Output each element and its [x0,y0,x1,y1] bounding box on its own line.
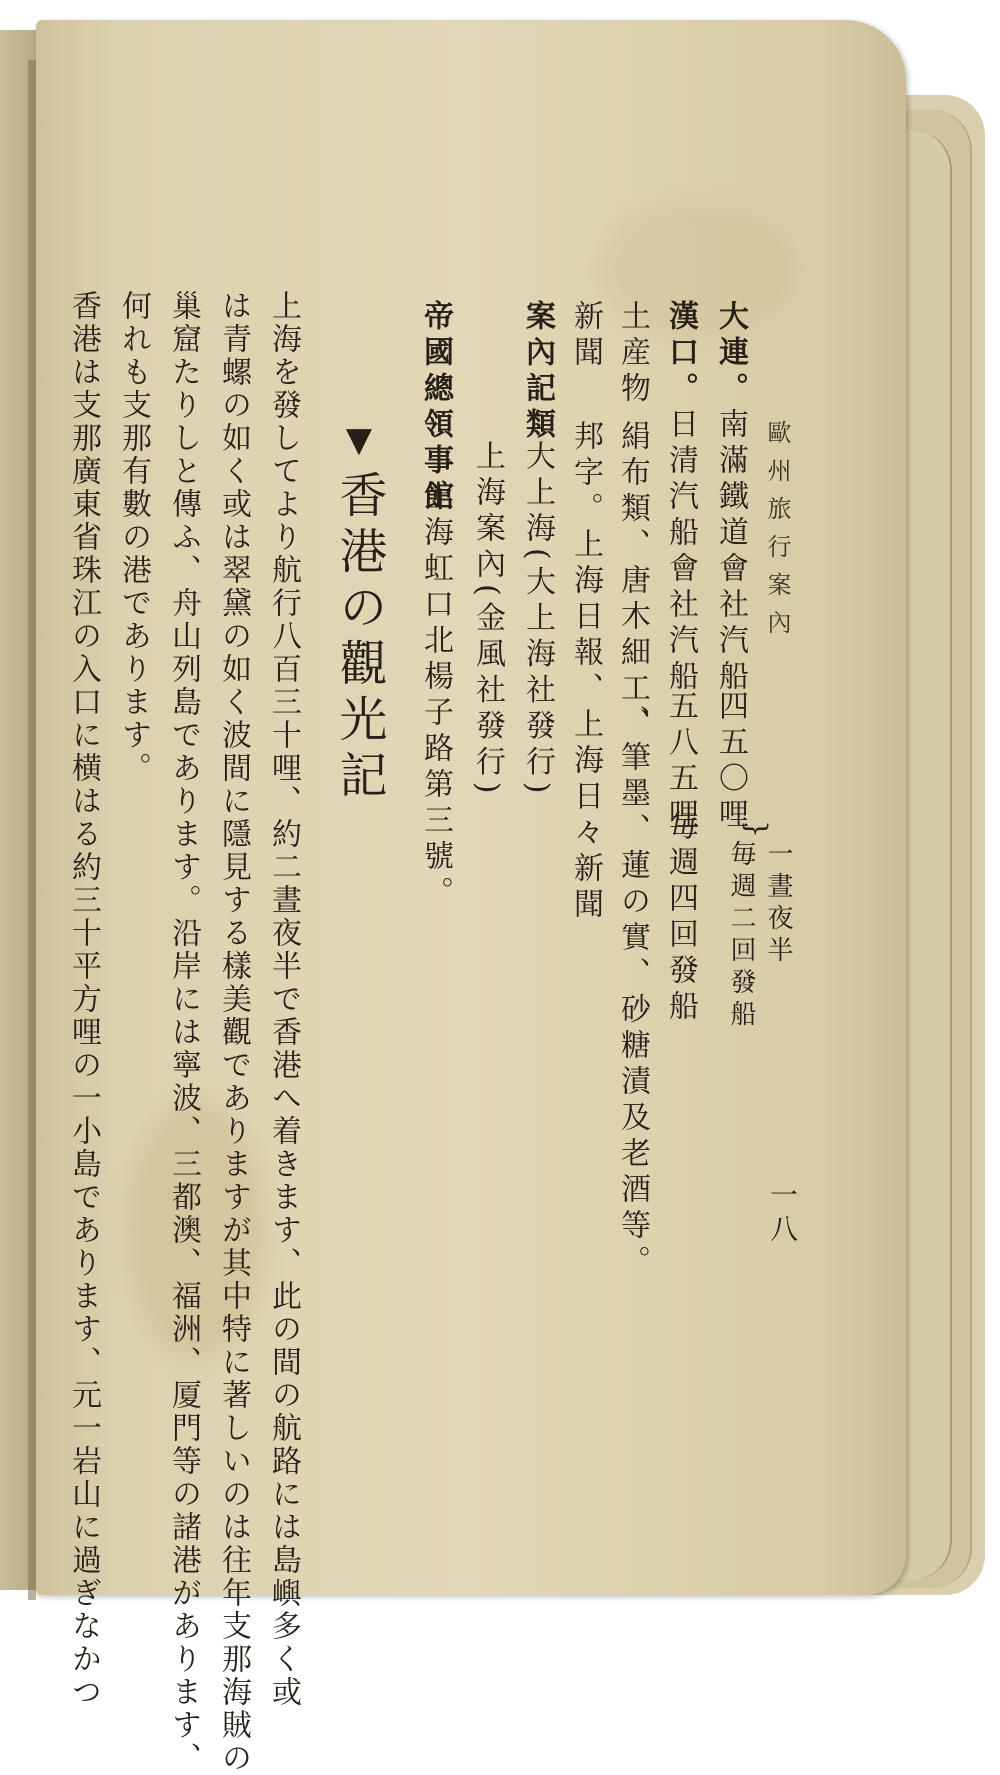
body-line-1: 上海を發してより航行八百三十哩、約二晝夜半で香港へ着きます、此の間の航路には島嶼多く或 [266,290,301,1709]
dalian-frequency: 毎週二回發船 [726,840,756,1032]
newspaper-label: 新聞 [568,300,603,372]
dalian-distance: 四五〇哩 [713,690,748,834]
page-gutter-shadow [28,60,36,1600]
body-line-2: は青螺の如く或は翠黛の如く波間に隱見する樣美觀でありますが其中特に著しいのは往年支那海賊の [216,290,251,1775]
dalian-carrier: 南滿鐵道會社汽船 [713,408,748,696]
hankou-frequency: 毎週四回發船 [663,810,698,1026]
products-label: 土産物 [615,300,650,408]
dalian-line [713,300,748,696]
products-line2: 、筆墨、蓮の實、砂糖漬及老酒等。 [615,705,650,1281]
page-number: 一八 [766,1180,799,1248]
dalian-duration: 一晝夜半 [763,840,793,968]
section-title: 香港の觀光記 [331,470,387,806]
hankou-carrier: 日清汽船會社汽船 [663,408,698,696]
triangle-marker-icon: ▼ [339,420,379,460]
guides-label: 案內記類 [520,300,555,444]
body-line-3: 巢窟たりしと傳ふ、舟山列島であります。沿岸には寧波、三都澳、福洲、厦門等の諸港があります、 [166,290,201,1775]
section-heading [331,420,387,806]
running-header: 歐州旅行案內 [763,420,791,648]
hankou-label: 漢口。 [663,300,698,408]
body-line-5: 香港は支那廣東省珠江の入口に横はる約三十平方哩の一小島であります、元一岩山に過ぎなかつ [66,290,101,1709]
brace-mark: } [740,820,773,844]
products-line1: 絹布類、唐木細工、 [615,420,650,744]
guides-line1: 大上海(大上海社發行) [520,440,555,800]
hankou-line [663,300,698,696]
dalian-label: 大連。 [713,300,748,408]
newspaper-list: 邦字。上海日報、上海日々新聞 [568,420,603,924]
consulate-label: 帝國總領事館 [418,300,453,516]
consulate-address: 上海虹口北楊子路第三號。 [418,480,453,912]
guides-line2: 上海案內(金風社發行) [470,440,505,800]
body-line-4: 何れも支那有數の港であります。 [116,290,151,785]
hankou-distance: 五八五哩 [663,690,698,834]
